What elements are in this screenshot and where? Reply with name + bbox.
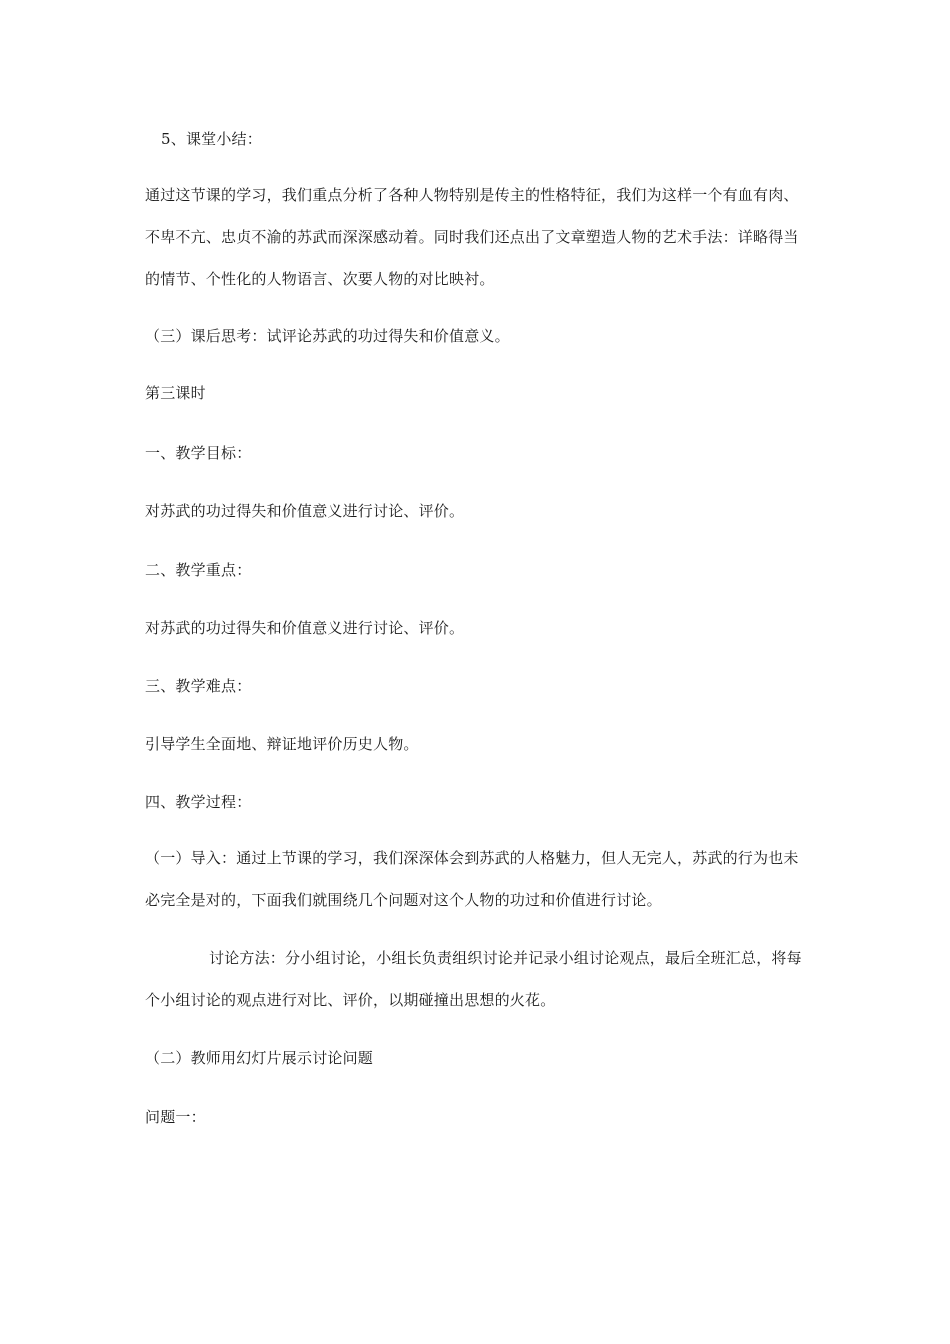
heading-question-one: 问题一： (145, 1108, 206, 1126)
section-heading-class-summary: 5、课堂小结： (161, 130, 262, 148)
heading-third-lesson: 第三课时 (145, 384, 206, 402)
heading-slide-discussion: （二）教师用幻灯片展示讨论问题 (145, 1049, 374, 1067)
heading-teaching-process: 四、教学过程： (145, 793, 252, 811)
paragraph-discussion-method: 讨论方法：分小组讨论，小组长负责组织讨论并记录小组讨论观点，最后全班汇总，将每个小组讨论的观点进行对比、评价，以期碰撞出思想的火花。 (145, 949, 802, 1009)
paragraph-teaching-goals: 对苏武的功过得失和价值意义进行讨论、评价。 (145, 502, 465, 520)
paragraph-introduction: （一）导入：通过上节课的学习，我们深深体会到苏武的人格魅力，但人无完人，苏武的行为也未必完全是对的，下面我们就围绕几个问题对这个人物的功过和价值进行讨论。 (145, 849, 799, 909)
paragraph-teaching-focus: 对苏武的功过得失和价值意义进行讨论、评价。 (145, 619, 465, 637)
heading-teaching-goals: 一、教学目标： (145, 444, 252, 462)
paragraph-after-class-thinking: （三）课后思考：试评论苏武的功过得失和价值意义。 (145, 327, 510, 345)
heading-teaching-focus: 二、教学重点： (145, 561, 252, 579)
paragraph-teaching-difficulty: 引导学生全面地、辩证地评价历史人物。 (145, 735, 419, 753)
heading-teaching-difficulty: 三、教学难点： (145, 677, 252, 695)
paragraph-class-summary: 通过这节课的学习，我们重点分析了各种人物特别是传主的性格特征，我们为这样一个有血有肉、不卑不亢、忠贞不渝的苏武而深深感动着。同时我们还点出了文章塑造人物的艺术手法：详略得当的情节、个性化的人物语言、次要人物的对比映衬。 (145, 186, 799, 288)
